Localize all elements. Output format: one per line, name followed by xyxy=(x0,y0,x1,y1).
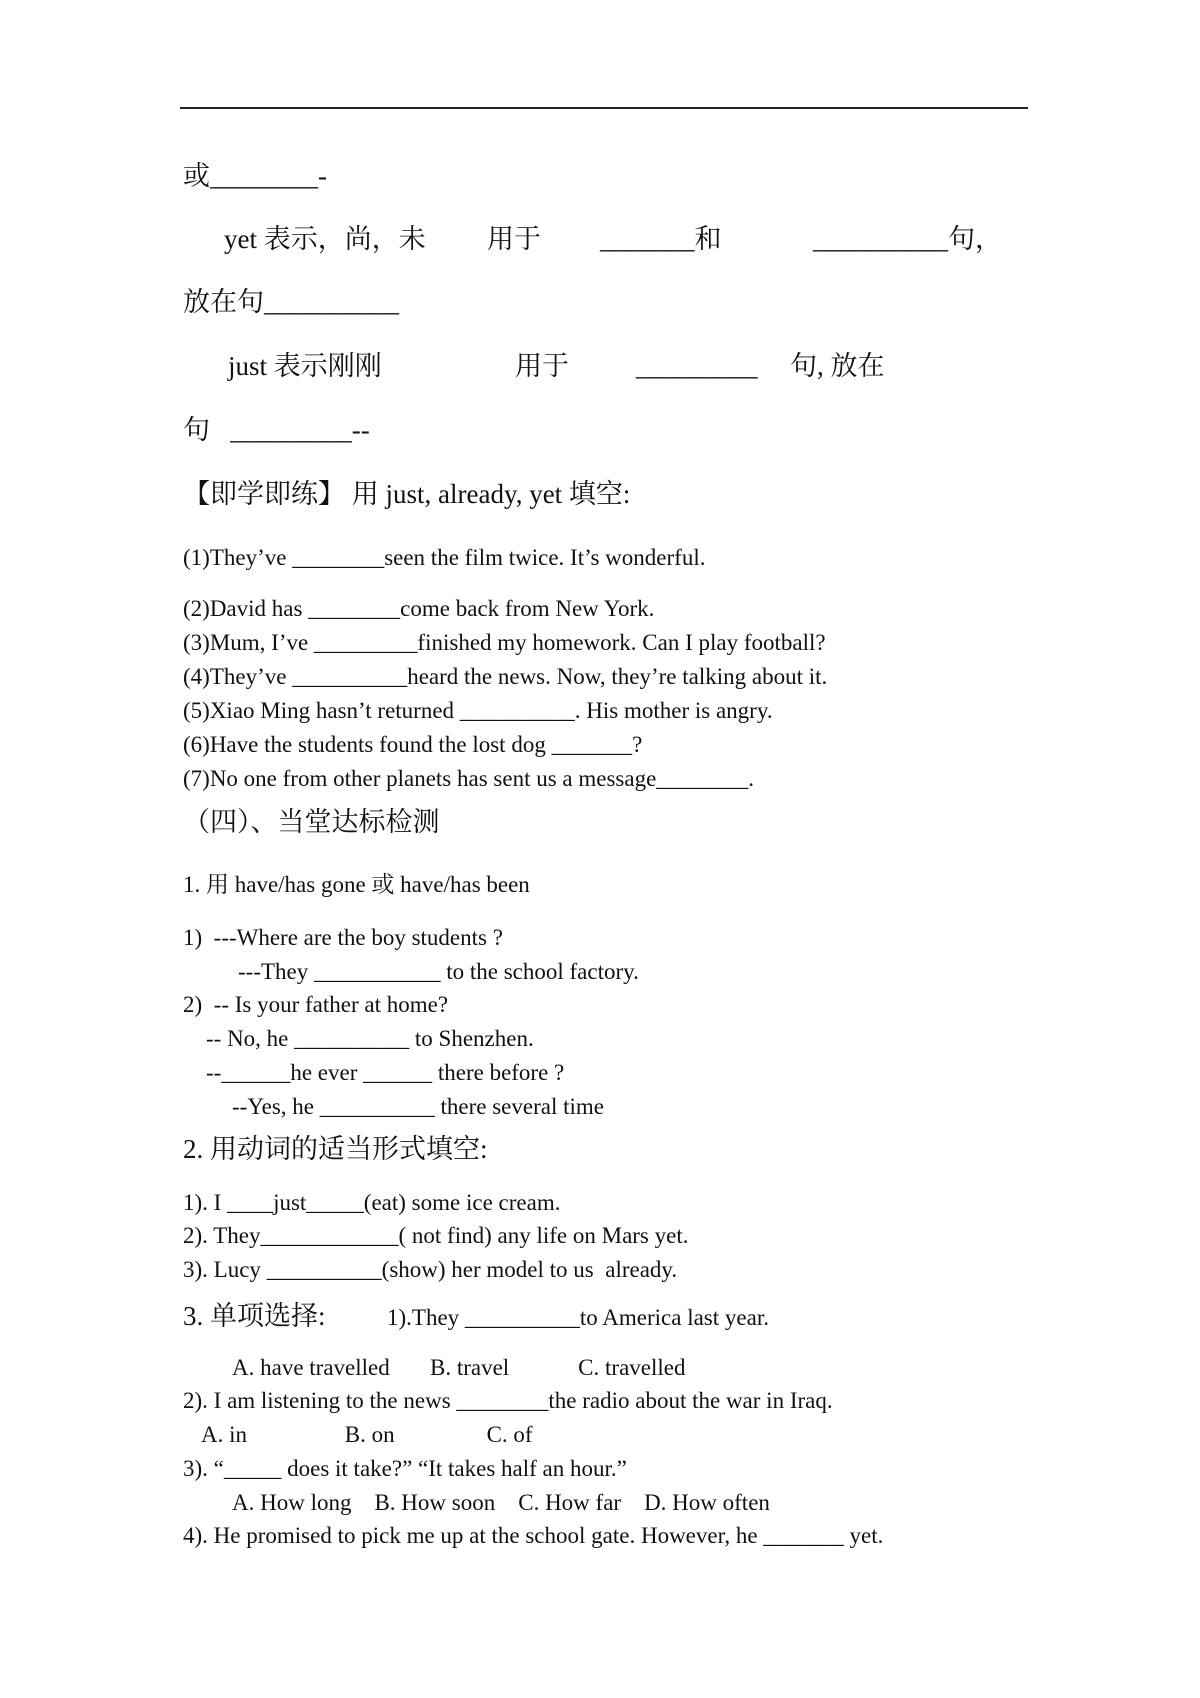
q3-line: A. have travelled B. travel C. travelled xyxy=(232,1355,686,1380)
note-just-use: 用于 xyxy=(515,351,569,381)
header-rule xyxy=(180,107,1028,109)
q3-line: A. in B. on C. of xyxy=(201,1422,533,1447)
q1-line: --______he ever ______ there before ? xyxy=(206,1060,565,1085)
q2-heading: 2. 用动词的适当形式填空: xyxy=(183,1134,488,1164)
q3-line: 3). “_____ does it take?” “It takes half an hour.” xyxy=(183,1456,627,1481)
note-just-position: 句, 放在 xyxy=(790,351,885,381)
q3-first-question: 1).They __________to America last year. xyxy=(387,1305,769,1330)
practice-heading: 【即学即练】 用 just, already, yet 填空: xyxy=(183,479,631,509)
practice-item: (2)David has ________come back from New York. xyxy=(183,596,655,621)
q3-heading: 3. 单项选择: xyxy=(183,1301,326,1331)
q1-line: -- No, he __________ to Shenzhen. xyxy=(206,1026,534,1051)
practice-item: (5)Xiao Ming hasn’t returned __________. His mother is angry. xyxy=(183,698,773,723)
note-yet-blank2: __________句， xyxy=(813,224,1002,254)
q1-line: 2) -- Is your father at home? xyxy=(183,992,449,1017)
note-yet-blank1: _______和 xyxy=(600,224,722,254)
q2-line: 3). Lucy __________(show) her model to us already. xyxy=(183,1257,678,1282)
q2-line: 2). They____________( not find) any life on Mars yet. xyxy=(183,1223,689,1248)
practice-item: (6)Have the students found the lost dog _______? xyxy=(183,732,643,757)
note-just-end: 句 _________-- xyxy=(183,415,370,445)
q3-line: A. How long B. How soon C. How far D. How often xyxy=(232,1490,770,1515)
q1-heading: 1. 用 have/has gone 或 have/has been xyxy=(183,872,530,897)
q1-line: ---They ___________ to the school factory. xyxy=(238,959,639,984)
q3-line: 2). I am listening to the news ________the radio about the war in Iraq. xyxy=(183,1388,833,1413)
note-yet-intro: yet 表示，尚，未 xyxy=(224,224,426,254)
practice-item: (4)They’ve __________heard the news. Now, they’re talking about it. xyxy=(183,664,828,689)
practice-item: (7)No one from other planets has sent us a message________. xyxy=(183,766,755,791)
note-line-or: 或________- xyxy=(183,161,327,191)
section4-heading: （四）、当堂达标检测 xyxy=(183,807,440,837)
q1-line: --Yes, he __________ there several time xyxy=(232,1094,604,1119)
note-yet-position: 放在句__________ xyxy=(183,287,399,317)
q2-line: 1). I ____just_____(eat) some ice cream. xyxy=(183,1190,561,1215)
q3-line: 4). He promised to pick me up at the school gate. However, he _______ yet. xyxy=(183,1523,884,1548)
note-yet-use: 用于 xyxy=(487,224,541,254)
practice-item: (1)They’ve ________seen the film twice. It’s wonderful. xyxy=(183,545,706,570)
practice-item: (3)Mum, I’ve _________finished my homework. Can I play football? xyxy=(183,630,826,655)
q1-line: 1) ---Where are the boy students ? xyxy=(183,925,503,950)
note-just-intro: just 表示刚刚 xyxy=(228,351,382,381)
note-just-blank: _________ xyxy=(636,351,758,381)
